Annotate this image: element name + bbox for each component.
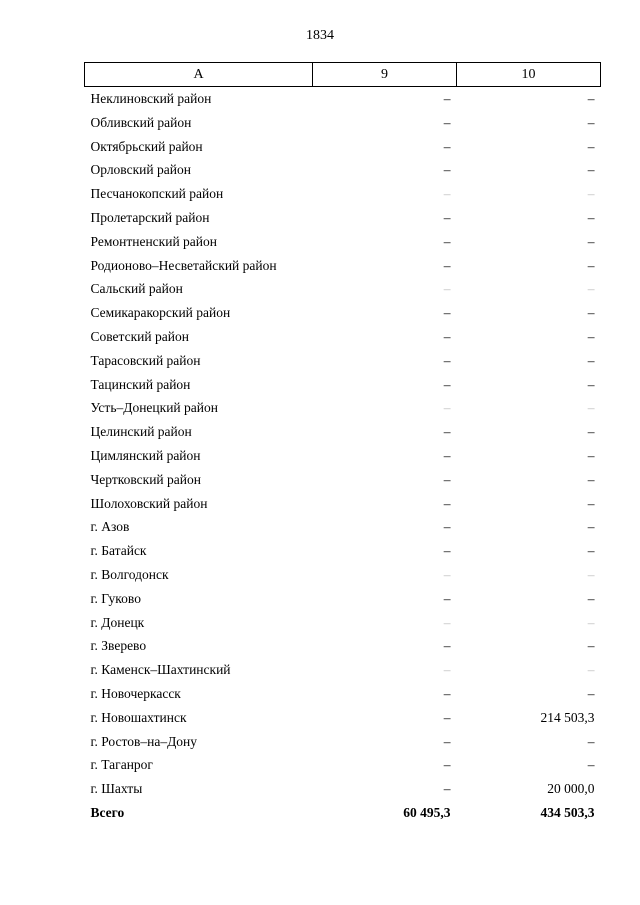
cell-col-10: – xyxy=(587,614,595,630)
column-header-9: 9 xyxy=(313,63,457,87)
cell-col-9: – xyxy=(443,638,451,654)
cell-col-9: – xyxy=(443,733,451,749)
cell-col-9: – xyxy=(443,424,451,440)
cell-col-9: – xyxy=(443,138,451,154)
budget-table xyxy=(84,62,601,825)
cell-col-10: – xyxy=(587,424,595,440)
table-body xyxy=(85,87,601,825)
cell-col-10: – xyxy=(587,114,595,130)
cell-col-9: – xyxy=(443,91,451,106)
table-row xyxy=(85,682,601,706)
cell-col-9: – xyxy=(443,543,451,559)
cell-col-9: – xyxy=(443,281,451,297)
row-name: Сальский район xyxy=(90,281,183,297)
cell-col-10: 214 503,3 xyxy=(540,709,595,725)
cell-col-10: – xyxy=(587,757,595,773)
table-row xyxy=(85,206,601,230)
total-col-9: 60 495,3 xyxy=(403,804,451,820)
table-row xyxy=(85,634,601,658)
cell-col-9: – xyxy=(443,662,451,678)
total-label: Всего xyxy=(90,804,125,820)
cell-col-10: – xyxy=(587,447,595,463)
row-name: Октябрьский район xyxy=(90,138,203,154)
row-name: Целинский район xyxy=(90,424,192,440)
cell-col-10: – xyxy=(587,471,595,487)
cell-col-10: 20 000,0 xyxy=(547,781,595,797)
total-col-10: 434 503,3 xyxy=(540,804,595,820)
cell-col-9: – xyxy=(443,305,451,321)
column-header-a: А xyxy=(85,63,313,87)
row-name: г. Донецк xyxy=(90,614,145,630)
table-row xyxy=(85,444,601,468)
cell-col-10: – xyxy=(587,138,595,154)
cell-col-10: – xyxy=(587,328,595,344)
table-row xyxy=(85,111,601,135)
row-name: Ремонтненский район xyxy=(90,233,217,249)
cell-col-9: – xyxy=(443,162,451,178)
cell-col-9: – xyxy=(443,186,451,202)
row-name: Орловский район xyxy=(90,162,191,178)
table-row xyxy=(85,468,601,492)
cell-col-10: – xyxy=(587,400,595,416)
cell-col-9: – xyxy=(443,614,451,630)
table-row xyxy=(85,420,601,444)
cell-col-10: – xyxy=(587,305,595,321)
table-row xyxy=(85,492,601,516)
cell-col-10: – xyxy=(587,162,595,178)
cell-col-9: – xyxy=(443,495,451,511)
table-row xyxy=(85,135,601,159)
cell-col-10: – xyxy=(587,590,595,606)
row-name: г. Гуково xyxy=(90,590,141,606)
row-name: г. Новочеркасск xyxy=(90,685,181,701)
cell-col-9: – xyxy=(443,209,451,225)
row-name: г. Ростов–на–Дону xyxy=(90,733,198,749)
row-name: Цимлянский район xyxy=(90,447,201,463)
cell-col-9: – xyxy=(443,590,451,606)
row-name: г. Азов xyxy=(90,519,130,535)
row-name: г. Батайск xyxy=(90,543,147,559)
row-name: Чертковский район xyxy=(90,471,201,487)
cell-col-10: – xyxy=(587,352,595,368)
table-row xyxy=(85,301,601,325)
cell-col-9: – xyxy=(443,400,451,416)
table-row xyxy=(85,563,601,587)
table-row xyxy=(85,706,601,730)
row-name: Песчанокопский район xyxy=(90,186,224,202)
table-row xyxy=(85,325,601,349)
table-row xyxy=(85,777,601,801)
cell-col-10: – xyxy=(587,662,595,678)
row-name: Семикаракорский район xyxy=(90,305,231,321)
cell-col-10: – xyxy=(587,91,595,106)
table-row xyxy=(85,373,601,397)
table-row xyxy=(85,515,601,539)
table-row xyxy=(85,539,601,563)
table-row xyxy=(85,349,601,373)
table-row xyxy=(85,230,601,254)
cell-col-10: – xyxy=(587,638,595,654)
table-row xyxy=(85,658,601,682)
cell-col-10: – xyxy=(587,733,595,749)
row-name: Тарасовский район xyxy=(90,352,201,368)
row-name: Советский район xyxy=(90,328,189,344)
row-name: г. Шахты xyxy=(90,781,143,797)
cell-col-9: – xyxy=(443,685,451,701)
cell-col-10: – xyxy=(587,209,595,225)
row-name: Тацинский район xyxy=(90,376,191,392)
table-row xyxy=(85,254,601,278)
cell-col-10: – xyxy=(587,281,595,297)
cell-col-10: – xyxy=(587,257,595,273)
cell-col-9: – xyxy=(443,114,451,130)
cell-col-9: – xyxy=(443,447,451,463)
table-row xyxy=(85,158,601,182)
cell-col-10: – xyxy=(587,186,595,202)
total-row xyxy=(85,801,601,825)
cell-col-10: – xyxy=(587,495,595,511)
table-row xyxy=(85,730,601,754)
cell-col-9: – xyxy=(443,352,451,368)
row-name: Шолоховский район xyxy=(90,495,208,511)
row-name: г. Новошахтинск xyxy=(90,709,187,725)
cell-col-9: – xyxy=(443,757,451,773)
column-header-10: 10 xyxy=(457,63,601,87)
table-row xyxy=(85,182,601,206)
row-name: Усть–Донецкий район xyxy=(90,400,218,416)
cell-col-10: – xyxy=(587,543,595,559)
row-name: г. Зверево xyxy=(90,638,147,654)
cell-col-9: – xyxy=(443,471,451,487)
table-row xyxy=(85,753,601,777)
table-row xyxy=(85,277,601,301)
cell-col-9: – xyxy=(443,781,451,797)
cell-col-9: – xyxy=(443,233,451,249)
cell-col-10: – xyxy=(587,566,595,582)
cell-col-10: – xyxy=(587,519,595,535)
cell-col-9: – xyxy=(443,328,451,344)
cell-col-10: – xyxy=(587,233,595,249)
row-name: Обливский район xyxy=(90,114,192,130)
row-name: г. Волгодонск xyxy=(90,566,169,582)
table-row xyxy=(85,87,601,111)
cell-col-9: – xyxy=(443,519,451,535)
cell-col-9: – xyxy=(443,257,451,273)
table-row xyxy=(85,587,601,611)
cell-col-9: – xyxy=(443,376,451,392)
row-name: г. Таганрог xyxy=(90,757,153,773)
table-header xyxy=(85,63,601,87)
row-name: г. Каменск–Шахтинский xyxy=(90,662,231,678)
table-row xyxy=(85,396,601,420)
page-number: 1834 xyxy=(306,28,334,43)
row-name: Родионово–Несветайский район xyxy=(90,257,277,273)
cell-col-10: – xyxy=(587,376,595,392)
cell-col-10: – xyxy=(587,685,595,701)
cell-col-9: – xyxy=(443,566,451,582)
row-name: Пролетарский район xyxy=(90,209,210,225)
row-name: Неклиновский район xyxy=(90,91,212,106)
table-row xyxy=(85,611,601,635)
cell-col-9: – xyxy=(443,709,451,725)
